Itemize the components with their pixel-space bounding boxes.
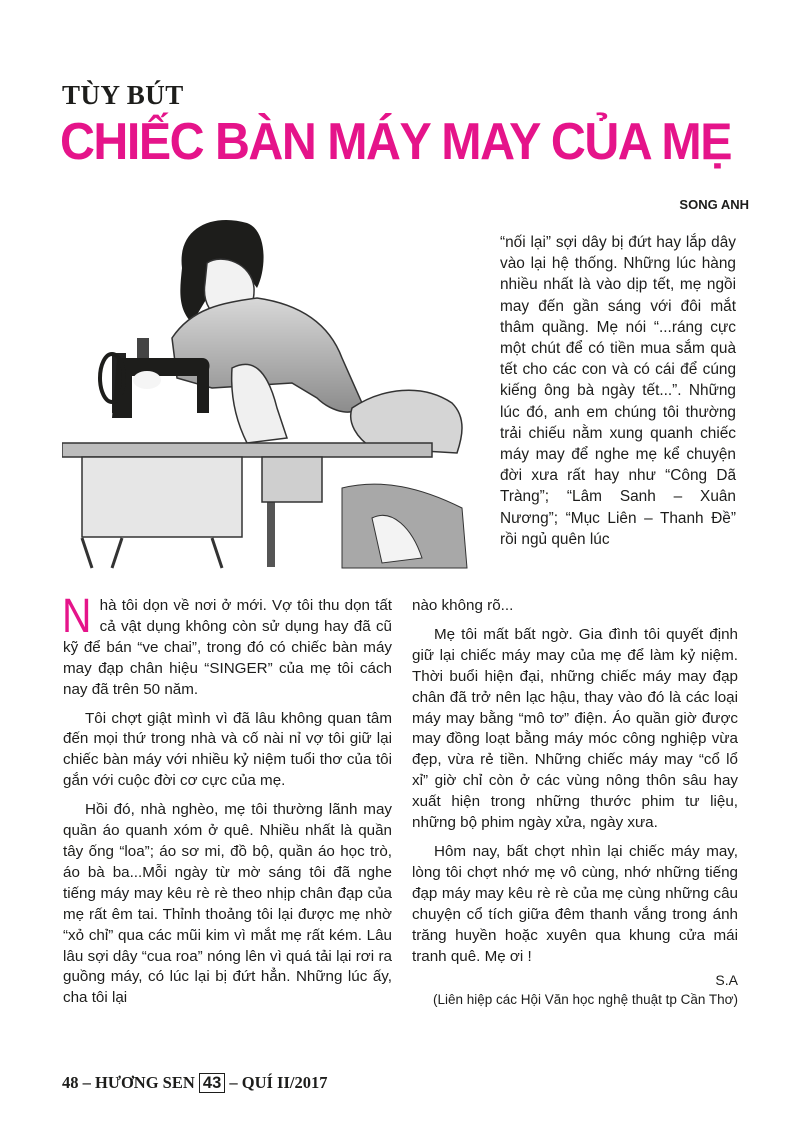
author-affiliation: (Liên hiệp các Hội Văn học nghệ thuật tp Cần Thơ) xyxy=(432,992,738,1008)
footer-separator: – xyxy=(229,1073,238,1092)
paragraph: Hôm nay, bất chợt nhìn lại chiếc máy may, lòng tôi chợt nhớ mẹ vô cùng, nhớ những tiếng đạp máy may kêu rè rè của mẹ cùng những câu chuyện cổ tích giữa đêm thanh vắng trong ánh trăng huyền hoặc xuyên qua khung cửa mái tranh quê. Mẹ ơi ! xyxy=(412,842,738,965)
author-name: SONG ANH xyxy=(679,197,749,212)
table-drawer-shape xyxy=(82,457,242,537)
paragraph: Tôi chợt giật mình vì đã lâu không quan tâm đến mọi thứ trong nhà và cố nài nỉ vợ tôi giữ lại chiếc bàn máy với nhiều kỷ niệm tuổi thơ của tôi gắn với cuộc đời cơ cực của mẹ. xyxy=(63,709,392,790)
drop-cap: N xyxy=(62,590,92,643)
page-footer xyxy=(62,1073,328,1093)
page-number: 48 xyxy=(62,1073,79,1092)
paragraph-opening: Nhà tôi dọn về nơi ở mới. Vợ tôi thu dọn tất cả vật dụng không còn sử dụng hay đã cũ kỹ để bán “ve chai”, trong đó có chiếc bàn máy may đạp chân hiệu “SINGER” của mẹ tôi cách nay đã trên 50 năm. xyxy=(62,590,392,698)
table-top-shape xyxy=(62,443,432,457)
article-column-top-right xyxy=(500,232,736,550)
issue-period: QUÍ II/2017 xyxy=(241,1073,328,1092)
signature: S.A xyxy=(715,972,738,989)
paragraph: Mẹ tôi mất bất ngờ. Gia đình tôi quyết định giữ lại chiếc máy may của mẹ để làm kỷ niệm. Thời buổi hiện đại, những chiếc máy may đạp chân đã trở nên lạc hậu, thay vào đó là các loại máy may bằng “mô tơ” điện. Áo quần giờ được may đồng loạt bằng máy móc công nghiệp vừa đẹp, vừa rẻ tiền. Những chiếc máy may “cổ lổ xỉ” giờ chỉ còn ở các vùng nông thôn sâu hay xuất hiện trong những thước phim tư liệu, những bộ phim ngày xửa, ngày xưa. xyxy=(412,625,738,832)
article-title: CHIẾC BÀN MÁY MAY CỦA MẸ xyxy=(60,113,731,171)
article-column-left xyxy=(62,590,392,1009)
paragraph: “nối lại” sợi dây bị đứt hay lắp dây vào lại hệ thống. Những lúc hàng nhiều nhất là vào dịp tết, mẹ ngồi may đến gần sáng với đôi mắt thâm quầng. Mẹ nói “...ráng cực một chút để có tiền mua sắm quà tết cho các con và có cái để cúng kiếng ông bà ngày tết...”. Những lúc đó, anh em chúng tôi thường trải chiếu nằm xung quanh chiếc máy may để nghe mẹ kể chuyện đời xưa rất hay như “Công Dã Tràng”; “Lâm Sanh – Xuân Nương”; “Mục Liên – Thanh Đề” rồi ngủ quên lúc xyxy=(500,234,736,548)
section-kicker: TÙY BÚT xyxy=(62,80,184,110)
paragraph: Hồi đó, nhà nghèo, mẹ tôi thường lãnh may quần áo quanh xóm ở quê. Nhiều nhất là quần tây ống “loa”; áo sơ mi, đồ bộ, quần áo học trò, áo bà ba...Mỗi ngày từ mờ sáng tôi đã nghe tiếng máy may kêu rè rè theo nhịp chân đạp của mẹ rất êm tai. Thỉnh thoảng tôi lại được mẹ nhờ “xỏ chỉ” qua các mũi kim vì mắt mẹ rất kém. Lâu lâu sợi dây “cua roa” nóng lên vì quá tải lại rơi ra guồng máy, có lúc lại bị đứt hẳn. Những lúc ấy, cha tôi lại xyxy=(63,801,392,1007)
footer-separator: – xyxy=(82,1073,91,1092)
sewing-woman-illustration xyxy=(62,208,490,583)
issue-number: 43 xyxy=(199,1073,225,1093)
magazine-name: HƯƠNG SEN xyxy=(95,1073,195,1092)
paragraph-continuation: nào không rõ... xyxy=(412,597,514,614)
article-column-right xyxy=(412,596,738,1009)
